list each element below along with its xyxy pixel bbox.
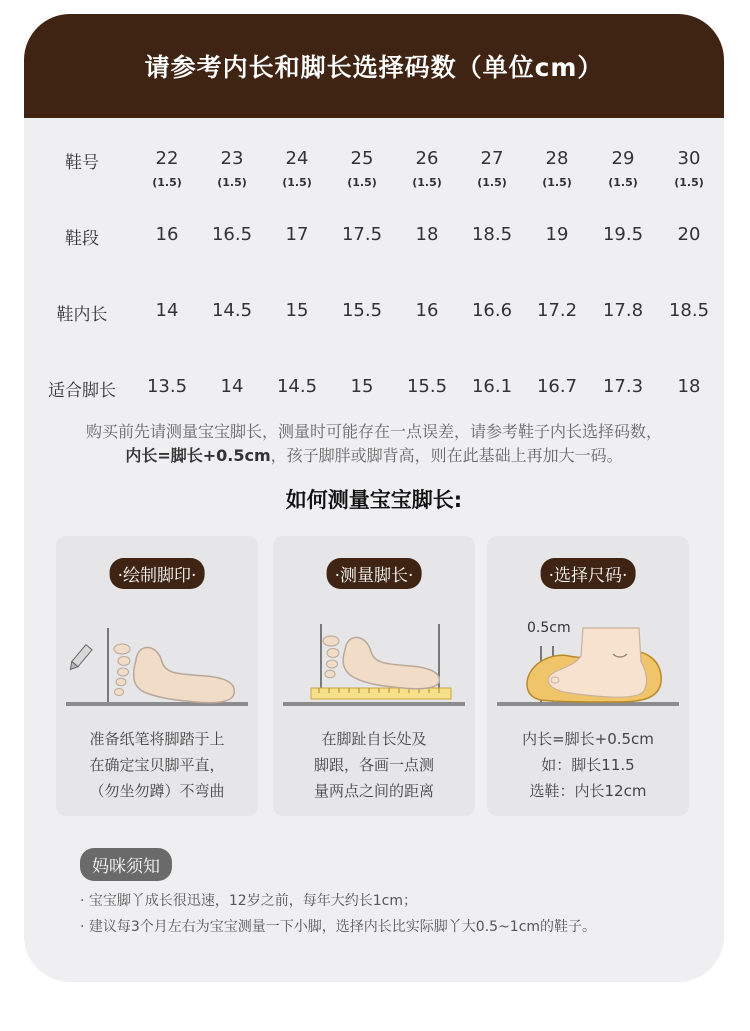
step-description	[487, 726, 689, 804]
table-cell: 15.5	[406, 376, 448, 397]
table-cell: 16	[155, 224, 179, 245]
table-cell: 25	[350, 148, 374, 169]
half-size-note: (1.5)	[152, 176, 182, 189]
step-description-line: 在确定宝贝脚平直，	[89, 756, 225, 774]
table-cell: 22	[155, 148, 179, 169]
table-cell: 18.5	[668, 300, 710, 321]
note-line-2-rest: ，孩子脚胖或脚背高，则在此基础上再加大一码。	[270, 446, 623, 465]
table-cell: 17	[285, 224, 309, 245]
table-cell: 20	[677, 224, 701, 245]
table-cell: 17.3	[602, 376, 644, 397]
table-cell: 13.5	[146, 376, 188, 397]
row-label: 鞋号	[65, 153, 99, 173]
half-size-note: (1.5)	[347, 176, 377, 189]
table-row	[24, 224, 724, 274]
step-card-measure-length	[273, 536, 475, 816]
step-description-line: 选鞋：内长12cm	[529, 782, 647, 800]
table-cell: 30	[677, 148, 701, 169]
section-title: 如何测量宝宝脚长:	[285, 488, 463, 512]
step-card-draw-footprint	[56, 536, 258, 816]
step-description-line: （勿坐勿蹲）不弯曲	[89, 782, 225, 800]
size-note	[24, 420, 724, 468]
size-guide-card	[24, 14, 724, 982]
step-description-line: 内长=脚长+0.5cm	[522, 730, 654, 748]
step-tag: ·绘制脚印·	[110, 558, 205, 589]
table-cell: 17.5	[341, 224, 383, 245]
pencil-icon	[67, 645, 92, 672]
size-table	[24, 118, 724, 428]
step-description-line: 如：脚长11.5	[541, 756, 635, 774]
table-cell: 16.5	[211, 224, 253, 245]
step-description	[273, 726, 475, 804]
note-line-2	[24, 444, 724, 468]
pencil-footprint-illustration	[66, 616, 248, 716]
step-description-line: 在脚趾自长处及	[321, 730, 427, 748]
step-tag: ·测量脚长·	[327, 558, 422, 589]
half-size-note: (1.5)	[674, 176, 704, 189]
table-cell: 23	[220, 148, 244, 169]
table-cell: 14.5	[211, 300, 253, 321]
tip-item: · 建议每3个月左右为宝宝测量一下小脚，选择内长比实际脚丫大0.5~1cm的鞋子。	[80, 919, 597, 935]
table-cell: 17.8	[602, 300, 644, 321]
table-cell: 18	[677, 376, 701, 397]
measure-label: 0.5cm	[527, 620, 571, 636]
table-cell: 18	[415, 224, 439, 245]
tip-item: · 宝宝脚丫成长很迅速，12岁之前，每年大约长1cm；	[80, 893, 417, 909]
half-size-note: (1.5)	[608, 176, 638, 189]
table-cell: 29	[611, 148, 635, 169]
step-card-choose-size	[487, 536, 689, 816]
table-cell: 16.7	[536, 376, 578, 397]
table-cell: 16.6	[471, 300, 513, 321]
table-cell: 15	[350, 376, 374, 397]
row-label: 鞋段	[65, 229, 99, 249]
table-cell: 14	[220, 376, 244, 397]
table-cell: 19.5	[602, 224, 644, 245]
header-banner	[24, 14, 724, 118]
table-row	[24, 376, 724, 426]
table-cell: 15.5	[341, 300, 383, 321]
half-size-note: (1.5)	[217, 176, 247, 189]
table-row	[24, 300, 724, 350]
table-cell: 24	[285, 148, 309, 169]
step-tag: ·选择尺码·	[541, 558, 636, 589]
table-cell: 14.5	[276, 376, 318, 397]
step-description	[56, 726, 258, 804]
row-label: 适合脚长	[48, 381, 116, 401]
half-size-note: (1.5)	[477, 176, 507, 189]
table-cell: 16.1	[471, 376, 513, 397]
tips-badge: 妈咪须知	[80, 848, 172, 881]
half-size-note: (1.5)	[542, 176, 572, 189]
ruler-footprint-illustration	[283, 616, 465, 716]
half-size-note: (1.5)	[412, 176, 442, 189]
step-description-line: 脚跟，各画一点测	[313, 756, 434, 774]
size-formula: 内长=脚长+0.5cm	[125, 446, 271, 465]
note-line-1: 购买前先请测量宝宝脚长，测量时可能存在一点误差，请参考鞋子内长选择码数，	[85, 422, 662, 441]
step-description-line: 准备纸笔将脚踏于上	[89, 730, 225, 748]
table-cell: 17.2	[536, 300, 578, 321]
ruler-icon	[311, 688, 451, 699]
table-cell: 19	[545, 224, 569, 245]
table-cell: 16	[415, 300, 439, 321]
table-cell: 27	[480, 148, 504, 169]
table-cell: 26	[415, 148, 439, 169]
table-cell: 15	[285, 300, 309, 321]
table-cell: 14	[155, 300, 179, 321]
half-size-note: (1.5)	[282, 176, 312, 189]
foot-in-shoe-illustration	[497, 616, 679, 716]
table-cell: 28	[545, 148, 569, 169]
row-label: 鞋内长	[56, 305, 108, 325]
page-title: 请参考内长和脚长选择码数（单位cm）	[144, 53, 604, 82]
table-row	[24, 148, 724, 198]
table-cell: 18.5	[471, 224, 513, 245]
step-description-line: 量两点之间的距离	[313, 782, 434, 800]
